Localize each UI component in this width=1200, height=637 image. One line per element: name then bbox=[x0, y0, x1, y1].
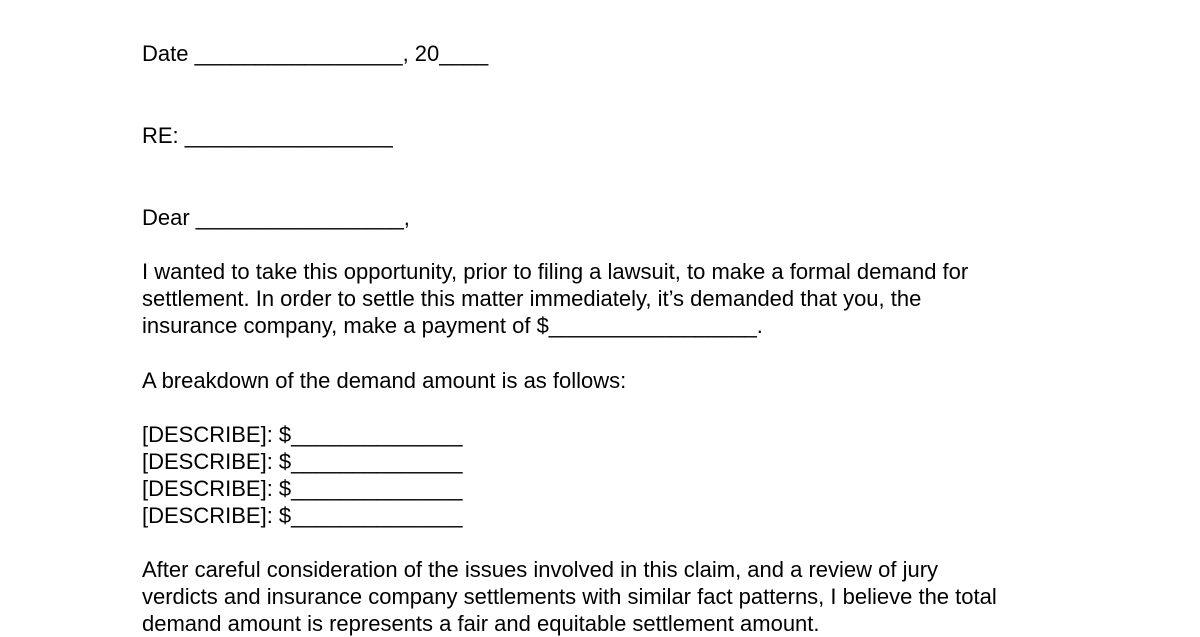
breakdown-item: [DESCRIBE]: $______________ bbox=[142, 449, 463, 474]
breakdown-item: [DESCRIBE]: $______________ bbox=[142, 503, 463, 528]
paragraph-line: insurance company, make a payment of $_________________. bbox=[142, 313, 763, 338]
breakdown-intro: A breakdown of the demand amount is as follows: bbox=[142, 368, 627, 393]
paragraph-line: After careful consideration of the issues involved in this claim, and a review of jury bbox=[142, 557, 939, 582]
date-line: Date _________________, 20____ bbox=[142, 41, 489, 66]
paragraph-line: settlement. In order to settle this matter immediately, it’s demanded that you, the bbox=[142, 286, 922, 311]
re-line: RE: _________________ bbox=[142, 123, 393, 148]
paragraph-line: I wanted to take this opportunity, prior to filing a lawsuit, to make a formal demand for bbox=[142, 259, 969, 284]
breakdown-item: [DESCRIBE]: $______________ bbox=[142, 422, 463, 447]
paragraph-line: verdicts and insurance company settlements with similar fact patterns, I believe the total bbox=[142, 584, 997, 609]
salutation: Dear _________________, bbox=[142, 205, 410, 230]
paragraph-line: demand amount is represents a fair and equitable settlement amount. bbox=[142, 611, 820, 636]
breakdown-item: [DESCRIBE]: $______________ bbox=[142, 476, 463, 501]
